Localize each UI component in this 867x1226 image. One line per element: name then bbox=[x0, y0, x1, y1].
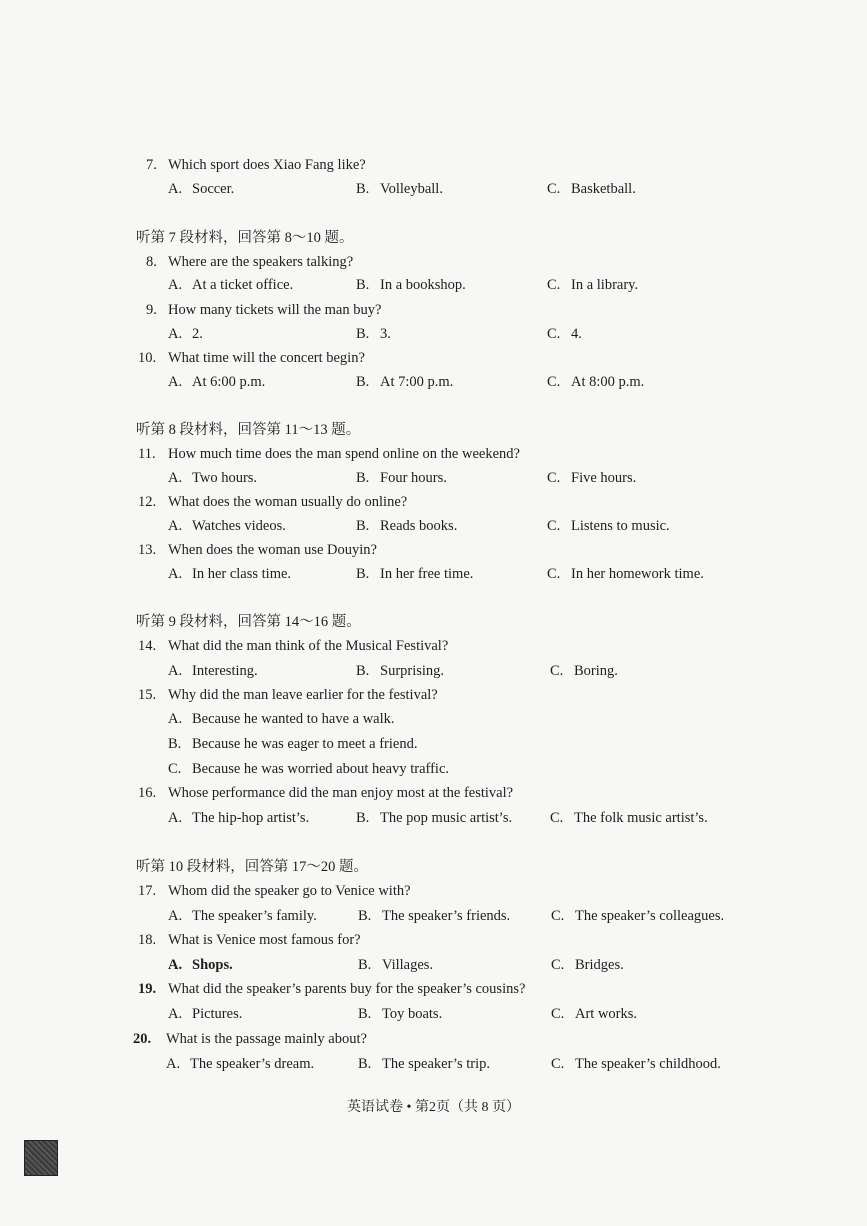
option-c bbox=[551, 1055, 721, 1073]
option-text: Boring. bbox=[574, 663, 618, 679]
option-text: Toy boats. bbox=[382, 1006, 443, 1022]
option-b bbox=[358, 907, 510, 925]
option-text: Because he wanted to have a walk. bbox=[192, 711, 395, 727]
option-a bbox=[168, 276, 293, 294]
section-heading: 听第 8 段材料，回答第 11～13 题。 bbox=[136, 422, 361, 438]
question-text: Why did the man leave earlier for the festival? bbox=[168, 687, 438, 703]
option-c bbox=[547, 180, 636, 198]
option-b bbox=[356, 809, 512, 827]
option-text: 2. bbox=[192, 326, 203, 342]
option-a bbox=[168, 662, 258, 680]
question-text: Which sport does Xiao Fang like? bbox=[168, 157, 366, 173]
option-letter: A. bbox=[168, 566, 183, 582]
option-letter: A. bbox=[168, 326, 183, 342]
option-a bbox=[168, 809, 309, 827]
question-text: How many tickets will the man buy? bbox=[168, 302, 382, 318]
option-text: 4. bbox=[571, 326, 582, 342]
option-b bbox=[358, 1005, 442, 1023]
option-letter: A. bbox=[168, 663, 183, 679]
option-text: Reads books. bbox=[380, 518, 458, 534]
option-text: The speaker’s family. bbox=[192, 908, 317, 924]
option-letter: C. bbox=[547, 277, 561, 293]
option-text: Interesting. bbox=[192, 663, 258, 679]
option-b bbox=[356, 517, 457, 535]
option-text: The speaker’s colleagues. bbox=[575, 908, 725, 924]
option-letter: B. bbox=[168, 736, 182, 752]
option-a bbox=[168, 325, 203, 343]
question-number: 10. bbox=[138, 350, 157, 366]
option-letter: B. bbox=[356, 326, 370, 342]
section-heading: 听第 7 段材料，回答第 8～10 题。 bbox=[136, 230, 354, 246]
option-text: Because he was worried about heavy traffic. bbox=[192, 761, 449, 777]
option-c bbox=[168, 760, 449, 778]
question-text: What time will the concert begin? bbox=[168, 350, 365, 366]
option-letter: A. bbox=[168, 810, 183, 826]
option-b bbox=[356, 276, 466, 294]
option-text: Villages. bbox=[382, 957, 434, 973]
option-letter: C. bbox=[551, 957, 565, 973]
option-letter: A. bbox=[168, 908, 183, 924]
question-text: What is the passage mainly about? bbox=[166, 1031, 367, 1047]
option-letter: B. bbox=[356, 470, 370, 486]
option-letter: B. bbox=[358, 908, 372, 924]
option-letter: C. bbox=[547, 470, 561, 486]
option-text: At 7:00 p.m. bbox=[380, 374, 454, 390]
section-heading: 听第 10 段材料，回答第 17～20 题。 bbox=[136, 859, 368, 875]
option-letter: B. bbox=[356, 663, 370, 679]
option-c bbox=[547, 565, 704, 583]
option-a bbox=[168, 517, 286, 535]
option-c bbox=[550, 809, 708, 827]
question-number: 12. bbox=[138, 494, 157, 510]
question-number: 17. bbox=[138, 883, 157, 899]
option-letter: C. bbox=[547, 181, 561, 197]
option-letter: B. bbox=[358, 1056, 372, 1072]
question-number: 15. bbox=[138, 687, 157, 703]
option-c bbox=[547, 373, 644, 391]
option-a bbox=[166, 1055, 314, 1073]
option-c bbox=[547, 469, 636, 487]
option-c bbox=[547, 276, 638, 294]
option-text: Five hours. bbox=[571, 470, 637, 486]
option-b bbox=[356, 469, 447, 487]
option-text: In a library. bbox=[571, 277, 639, 293]
scan-corner-mark bbox=[24, 1140, 58, 1176]
option-b bbox=[356, 325, 391, 343]
question-number: 8. bbox=[146, 254, 157, 270]
option-a bbox=[168, 956, 233, 974]
option-text: Because he was eager to meet a friend. bbox=[192, 736, 418, 752]
option-letter: C. bbox=[547, 326, 561, 342]
page-footer: 英语试卷 • 第2页（共 8 页） bbox=[347, 1100, 520, 1115]
option-letter: A. bbox=[166, 1056, 181, 1072]
question-text: What did the man think of the Musical Festival? bbox=[168, 638, 449, 654]
option-letter: B. bbox=[356, 181, 370, 197]
question-number: 19. bbox=[138, 981, 157, 997]
option-text: Surprising. bbox=[380, 663, 445, 679]
question-number: 9. bbox=[146, 302, 157, 318]
option-a bbox=[168, 907, 317, 925]
option-letter: B. bbox=[356, 374, 370, 390]
option-letter: C. bbox=[551, 1006, 565, 1022]
option-text: Art works. bbox=[575, 1006, 638, 1022]
option-a bbox=[168, 710, 395, 728]
option-letter: C. bbox=[547, 566, 561, 582]
question-text: Where are the speakers talking? bbox=[168, 254, 354, 270]
question-number: 16. bbox=[138, 785, 157, 801]
option-letter: C. bbox=[547, 518, 561, 534]
option-text: The pop music artist’s. bbox=[380, 810, 513, 826]
option-letter: A. bbox=[168, 957, 183, 973]
question-text: When does the woman use Douyin? bbox=[168, 542, 377, 558]
option-c bbox=[547, 325, 582, 343]
question-number: 7. bbox=[146, 157, 157, 173]
option-letter: B. bbox=[356, 277, 370, 293]
option-text: In a bookshop. bbox=[380, 277, 466, 293]
option-text: Soccer. bbox=[192, 181, 235, 197]
option-a bbox=[168, 1005, 242, 1023]
option-letter: A. bbox=[168, 374, 183, 390]
option-letter: A. bbox=[168, 470, 183, 486]
question-text: What does the woman usually do online? bbox=[168, 494, 408, 510]
option-text: Basketball. bbox=[571, 181, 636, 197]
option-b bbox=[356, 180, 443, 198]
option-c bbox=[547, 517, 670, 535]
option-letter: C. bbox=[550, 810, 564, 826]
option-letter: C. bbox=[551, 1056, 565, 1072]
question-number: 13. bbox=[138, 542, 157, 558]
option-letter: B. bbox=[358, 1006, 372, 1022]
option-b bbox=[356, 662, 444, 680]
option-letter: B. bbox=[356, 518, 370, 534]
option-letter: C. bbox=[551, 908, 565, 924]
option-c bbox=[551, 907, 724, 925]
option-letter: A. bbox=[168, 277, 183, 293]
option-text: Pictures. bbox=[192, 1006, 243, 1022]
question-text: Whom did the speaker go to Venice with? bbox=[168, 883, 411, 899]
option-letter: B. bbox=[356, 810, 370, 826]
question-number: 18. bbox=[138, 932, 157, 948]
question-text: Whose performance did the man enjoy most at the festival? bbox=[168, 785, 514, 801]
option-text: At 6:00 p.m. bbox=[192, 374, 266, 390]
option-text: 3. bbox=[380, 326, 391, 342]
option-letter: A. bbox=[168, 181, 183, 197]
section-heading: 听第 9 段材料，回答第 14～16 题。 bbox=[136, 614, 361, 630]
option-letter: B. bbox=[356, 566, 370, 582]
option-c bbox=[550, 662, 618, 680]
option-text: The folk music artist’s. bbox=[574, 810, 708, 826]
option-b bbox=[356, 373, 453, 391]
option-letter: C. bbox=[168, 761, 182, 777]
option-a bbox=[168, 565, 291, 583]
option-letter: B. bbox=[358, 957, 372, 973]
question-number: 11. bbox=[138, 446, 156, 462]
option-letter: A. bbox=[168, 1006, 183, 1022]
option-a bbox=[168, 180, 234, 198]
option-b bbox=[356, 565, 473, 583]
option-a bbox=[168, 469, 257, 487]
option-c bbox=[551, 956, 624, 974]
option-text: In her class time. bbox=[192, 566, 292, 582]
option-text: Watches videos. bbox=[192, 518, 286, 534]
option-text: Two hours. bbox=[192, 470, 258, 486]
option-letter: C. bbox=[547, 374, 561, 390]
option-text: The speaker’s childhood. bbox=[575, 1056, 721, 1072]
question-text: How much time does the man spend online on the weekend? bbox=[168, 446, 520, 462]
question-number: 14. bbox=[138, 638, 157, 654]
question-text: What did the speaker’s parents buy for the speaker’s cousins? bbox=[168, 981, 526, 997]
option-text: The speaker’s friends. bbox=[382, 908, 511, 924]
option-text: Listens to music. bbox=[571, 518, 670, 534]
option-text: At 8:00 p.m. bbox=[571, 374, 645, 390]
option-text: The hip-hop artist’s. bbox=[192, 810, 310, 826]
option-letter: C. bbox=[550, 663, 564, 679]
option-c bbox=[551, 1005, 637, 1023]
option-text: Bridges. bbox=[575, 957, 624, 973]
option-text: In her free time. bbox=[380, 566, 474, 582]
option-b bbox=[358, 1055, 490, 1073]
option-b bbox=[168, 735, 417, 753]
question-text: What is Venice most famous for? bbox=[168, 932, 361, 948]
option-text: The speaker’s trip. bbox=[382, 1056, 491, 1072]
question-number: 20. bbox=[133, 1031, 152, 1047]
option-b bbox=[358, 956, 433, 974]
option-text: Volleyball. bbox=[380, 181, 443, 197]
option-text: Shops. bbox=[192, 957, 233, 973]
option-letter: A. bbox=[168, 518, 183, 534]
option-text: Four hours. bbox=[380, 470, 447, 486]
option-a bbox=[168, 373, 265, 391]
option-text: The speaker’s dream. bbox=[190, 1056, 315, 1072]
option-text: In her homework time. bbox=[571, 566, 704, 582]
option-text: At a ticket office. bbox=[192, 277, 294, 293]
option-letter: A. bbox=[168, 711, 183, 727]
